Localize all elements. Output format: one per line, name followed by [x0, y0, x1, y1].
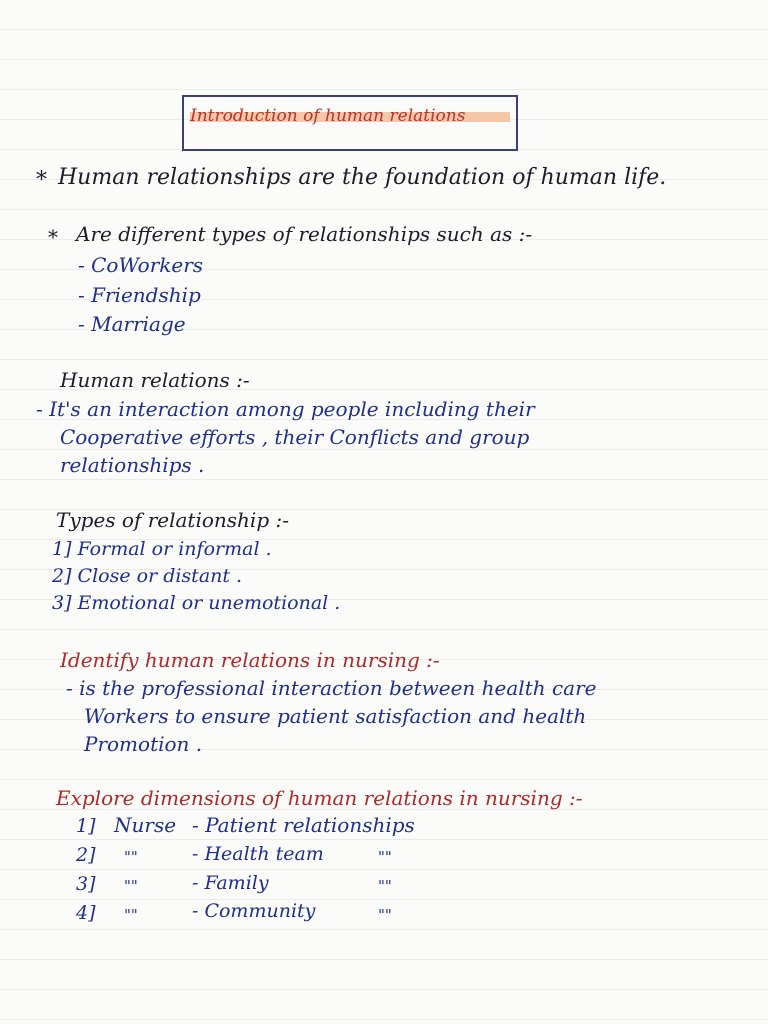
bullet-marker: * [48, 225, 58, 249]
row-subject: "" [124, 848, 138, 866]
paragraph-line: - is the professional interaction between health care [66, 676, 597, 700]
row-ditto: "" [378, 848, 392, 866]
list-item: 2] Close or distant . [52, 565, 243, 587]
row-ditto: "" [378, 906, 392, 924]
section-heading: Identify human relations in nursing :- [60, 648, 440, 672]
paragraph-line: Promotion . [84, 732, 203, 756]
row-relation: - Family [192, 872, 269, 894]
section-heading: Types of relationship :- [56, 508, 289, 532]
bullet-marker: * [36, 168, 47, 193]
list-item: - Friendship [78, 283, 201, 307]
paragraph-line: Cooperative efforts , their Conflicts and group [60, 425, 530, 449]
section-heading: Explore dimensions of human relations in nursing :- [56, 786, 583, 810]
list-item: - Marriage [78, 312, 186, 336]
page-title: Introduction of human relations [190, 106, 510, 126]
intro-line-2: Are different types of relationships such as :- [76, 222, 533, 246]
row-number: 4] [76, 902, 96, 924]
row-number: 3] [76, 873, 96, 895]
row-ditto: "" [378, 877, 392, 895]
list-item: 3] Emotional or unemotional . [52, 592, 341, 614]
row-subject: "" [124, 906, 138, 924]
row-relation: - Patient relationships [192, 813, 415, 837]
row-number: 1] [76, 815, 96, 837]
section-heading: Human relations :- [60, 368, 250, 392]
row-relation: - Health team [192, 843, 324, 865]
paragraph-line: Workers to ensure patient satisfaction and health [84, 704, 587, 728]
row-number: 2] [76, 844, 96, 866]
paragraph-line: relationships . [60, 453, 205, 477]
list-item: - CoWorkers [78, 253, 204, 277]
row-relation: - Community [192, 900, 316, 922]
intro-line-1: Human relationships are the foundation of human life. [58, 165, 667, 190]
row-subject: Nurse [114, 813, 177, 837]
row-subject: "" [124, 877, 138, 895]
list-item: 1] Formal or informal . [52, 538, 272, 560]
paragraph-line: - It's an interaction among people including their [36, 397, 535, 421]
